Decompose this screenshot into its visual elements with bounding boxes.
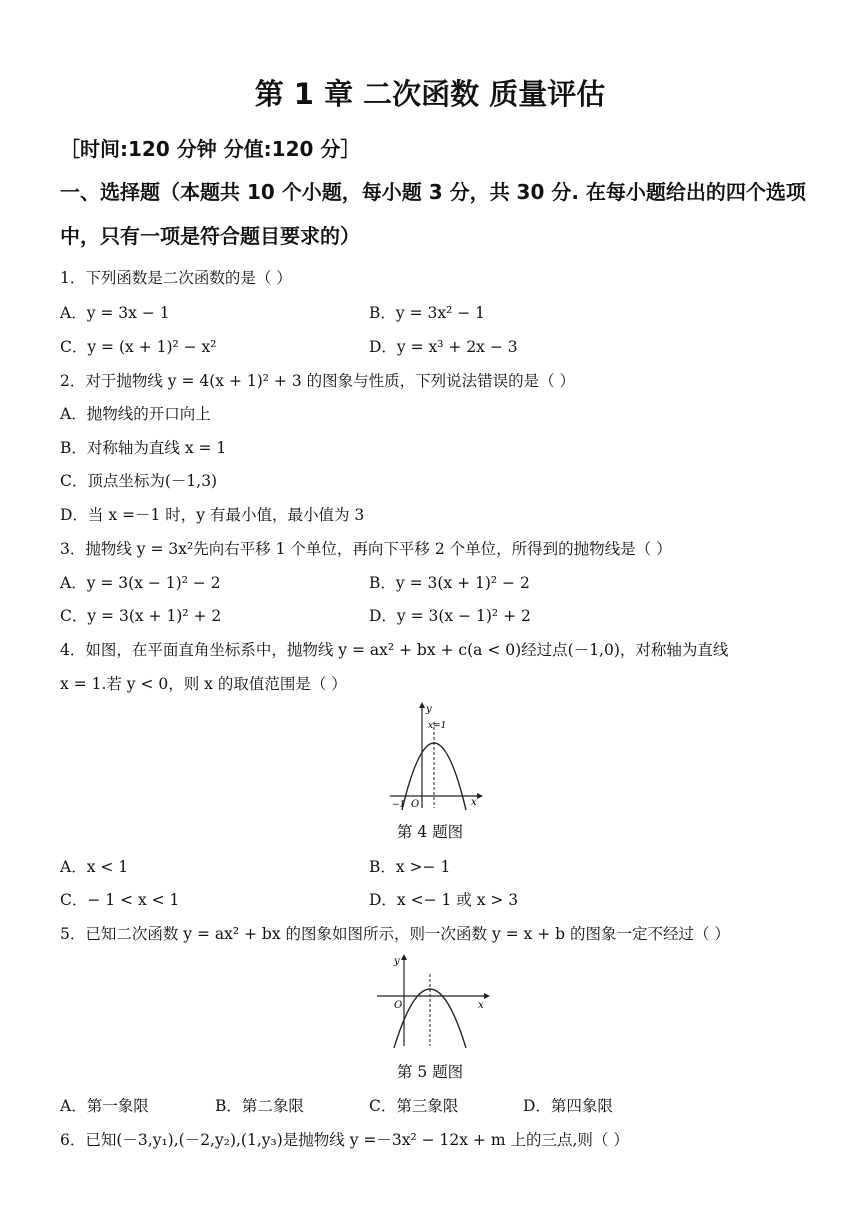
- q3-option-a: A．y = 3(x − 1)² − 2: [60, 574, 221, 592]
- q4-stem-line1: 4．如图，在平面直角坐标系中，抛物线 y = ax² + bx + c(a < 0)经过点(－1,0)，对称轴为直线: [60, 641, 729, 659]
- q4-x-arrow: [477, 793, 483, 799]
- q2-option-d: D．当 x =－1 时，y 有最小值，最小值为 3: [60, 506, 365, 524]
- page-title: 第 1 章 二次函数 质量评估: [254, 77, 606, 111]
- q4-caption: 第 4 题图: [396, 823, 464, 841]
- section-heading: 一、选择题（本题共 10 个小题，每小题 3 分，共 30 分. 在每小题给出的四个选项中，只有一项是符合题目要求的）: [60, 180, 806, 248]
- q1-option-a: A．y = 3x − 1: [60, 304, 170, 322]
- q4-parabola-figure: [385, 700, 485, 810]
- q5-stem: 5．已知二次函数 y = ax² + bx 的图象如图所示，则一次函数 y = x + b 的图象一定不经过（ ）: [60, 925, 730, 943]
- q5-y-label: y: [394, 956, 400, 967]
- q4-option-a: A．x < 1: [60, 858, 129, 876]
- q5-x-arrow: [484, 993, 490, 999]
- q2-option-c: C．顶点坐标为(－1,3): [60, 472, 218, 490]
- q5-origin-label: O: [394, 1000, 403, 1011]
- q4-option-b: B．x >− 1: [369, 858, 451, 876]
- q5-parabola-figure: [372, 952, 492, 1048]
- q4-option-c: C．− 1 < x < 1: [60, 891, 180, 909]
- q5-option-c: C．第三象限: [369, 1097, 459, 1115]
- exam-meta: ［时间:120 分钟 分值:120 分］: [60, 137, 361, 161]
- q1-option-b: B．y = 3x² − 1: [369, 304, 486, 322]
- q4-origin-label: O: [411, 799, 420, 810]
- q1-option-c: C．y = (x + 1)² − x²: [60, 338, 217, 356]
- q5-y-arrow: [401, 954, 407, 960]
- q1-stem: 1．下列函数是二次函数的是（ ）: [60, 269, 292, 287]
- q4-y-arrow: [419, 702, 425, 708]
- q3-option-c: C．y = 3(x + 1)² + 2: [60, 607, 222, 625]
- q4-y-label: y: [426, 704, 432, 715]
- q4-x-label: x: [471, 797, 477, 808]
- q5-option-d: D．第四象限: [523, 1097, 613, 1115]
- q3-option-d: D．y = 3(x − 1)² + 2: [369, 607, 531, 625]
- q2-option-a: A．抛物线的开口向上: [60, 405, 211, 423]
- q3-option-b: B．y = 3(x + 1)² − 2: [369, 574, 530, 592]
- q5-x-label: x: [478, 1000, 484, 1011]
- q2-option-b: B．对称轴为直线 x = 1: [60, 439, 227, 457]
- q4-neg-one-label: −1: [392, 800, 406, 810]
- q5-option-a: A．第一象限: [60, 1097, 149, 1115]
- q6-stem: 6．已知(－3,y₁),(－2,y₂),(1,y₃)是抛物线 y =－3x² − 12x + m 上的三点,则（ ）: [60, 1131, 629, 1149]
- q1-option-d: D．y = x³ + 2x − 3: [369, 338, 518, 356]
- q2-stem: 2．对于抛物线 y = 4(x + 1)² + 3 的图象与性质，下列说法错误的是（ ）: [60, 372, 576, 390]
- q5-caption: 第 5 题图: [396, 1063, 464, 1081]
- q4-axis-label: x=1: [428, 721, 447, 731]
- q4-stem-line2: x = 1.若 y < 0，则 x 的取值范围是（ ）: [60, 675, 347, 693]
- q4-option-d: D．x <− 1 或 x > 3: [369, 891, 519, 909]
- q5-option-b: B．第二象限: [215, 1097, 304, 1115]
- q3-stem: 3．抛物线 y = 3x²先向右平移 1 个单位，再向下平移 2 个单位，所得到的抛物线是（ ）: [60, 540, 672, 558]
